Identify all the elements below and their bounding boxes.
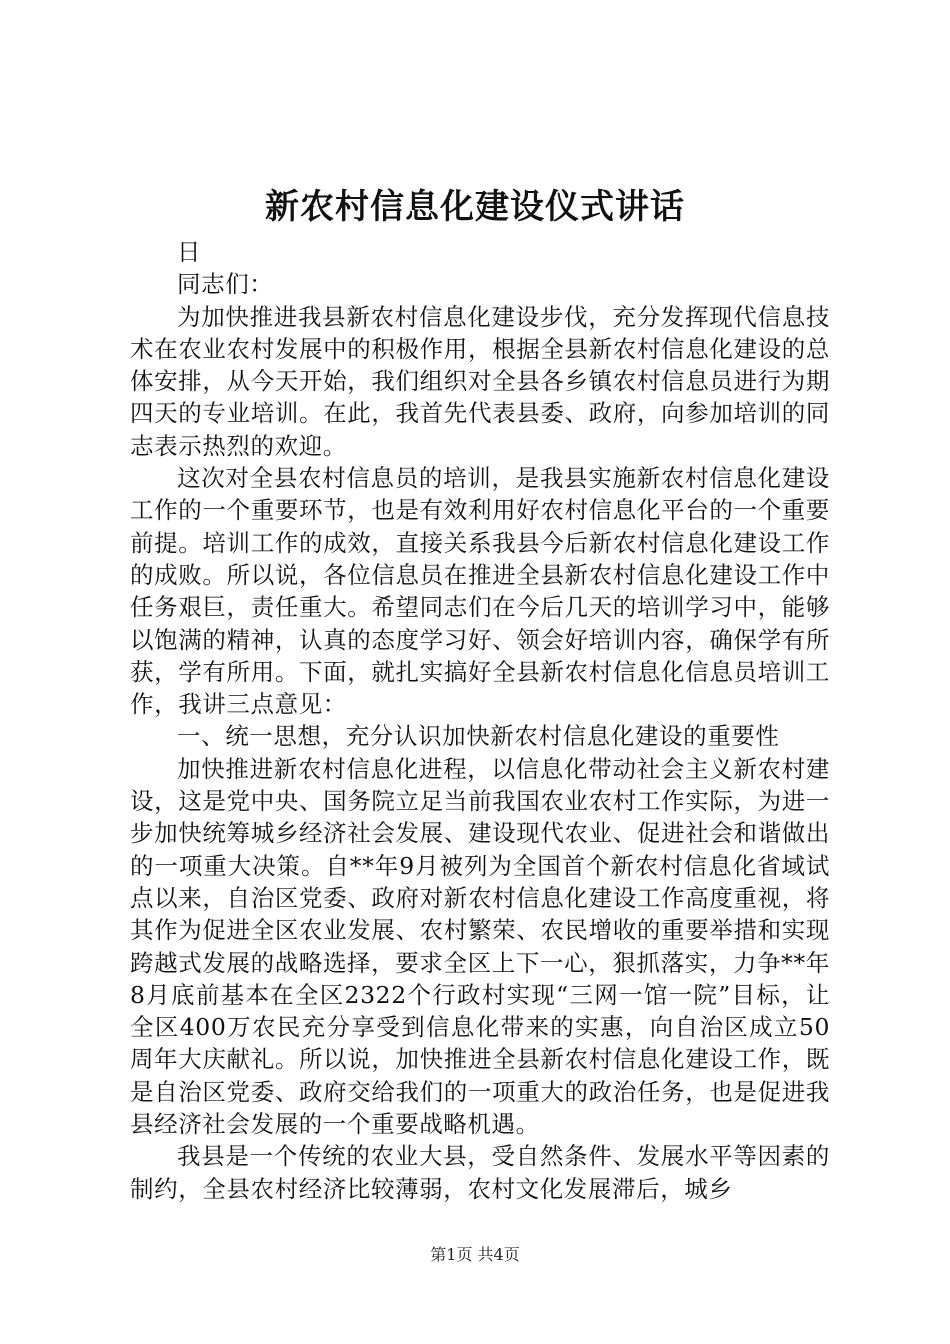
salutation: 同志们： (177, 270, 274, 299)
paragraph-4: 我县是一个传统的农业大县，受自然条件、发展水平等因素的制约，全县农村经济比较薄弱，农村文化发展滞后，城乡 (130, 1142, 830, 1203)
date-line: 日 (177, 238, 202, 266)
document-body (130, 236, 830, 1205)
document-title: 新农村信息化建设仪式讲话 (265, 187, 685, 227)
paragraph-1: 为加快推进我县新农村信息化建设步伐，充分发挥现代信息技术在农业农村发展中的积极作用，根据全县新农村信息化建设的总体安排，从今天开始，我们组织对全县各乡镇农村信息员进行为期四天的专业培训。在此，我首先代表县委、政府，向参加培训的同志表示热烈的欢迎。 (130, 302, 830, 460)
section-heading-1: 一、统一思想，充分认识加快新农村信息化建设的重要性 (177, 722, 780, 751)
paragraph-2: 这次对全县农村信息员的培训，是我县实施新农村信息化建设工作的一个重要环节，也是有效利用好农村信息化平台的一个重要前提。培训工作的成效，直接关系我县今后新农村信息化建设工作的成败。所以说，各位信息员在推进全县新农村信息化建设工作中任务艰巨，责任重大。希望同志们在今后几天的培训学习中，能够以饱满的精神，认真的态度学习好、领会好培训内容，确保学有所获，学有所用。下面，就扎实搞好全县新农村信息化信息员培训工作，我讲三点意见： (130, 464, 830, 719)
paragraph-3: 加快推进新农村信息化进程，以信息化带动社会主义新农村建设，这是党中央、国务院立足当前我国农业农村工作实际，为进一步加快统筹城乡经济社会发展、建设现代农业、促进社会和谐做出的一项重大决策。自**年9月被列为全国首个新农村信息化省域试点以来，自治区党委、政府对新农村信息化建设工作高度重视，将其作为促进全区农业发展、农村繁荣、农民增收的重要举措和实现跨越式发展的战略选择，要求全区上下一心，狠抓落实，力争**年8月底前基本在全区2322个行政村实现“三网一馆一院”目标，让全区400万农民充分享受到信息化带来的实惠，向自治区成立50周年大庆献礼。所以说，加快推进全县新农村信息化建设工作，既是自治区党委、政府交给我们的一项重大的政治任务，也是促进我县经济社会发展的一个重要战略机遇。 (130, 754, 830, 1139)
page-total: 共4页 (477, 1245, 520, 1264)
page-footer (0, 1244, 950, 1266)
page-number: 第1页 (430, 1245, 473, 1264)
